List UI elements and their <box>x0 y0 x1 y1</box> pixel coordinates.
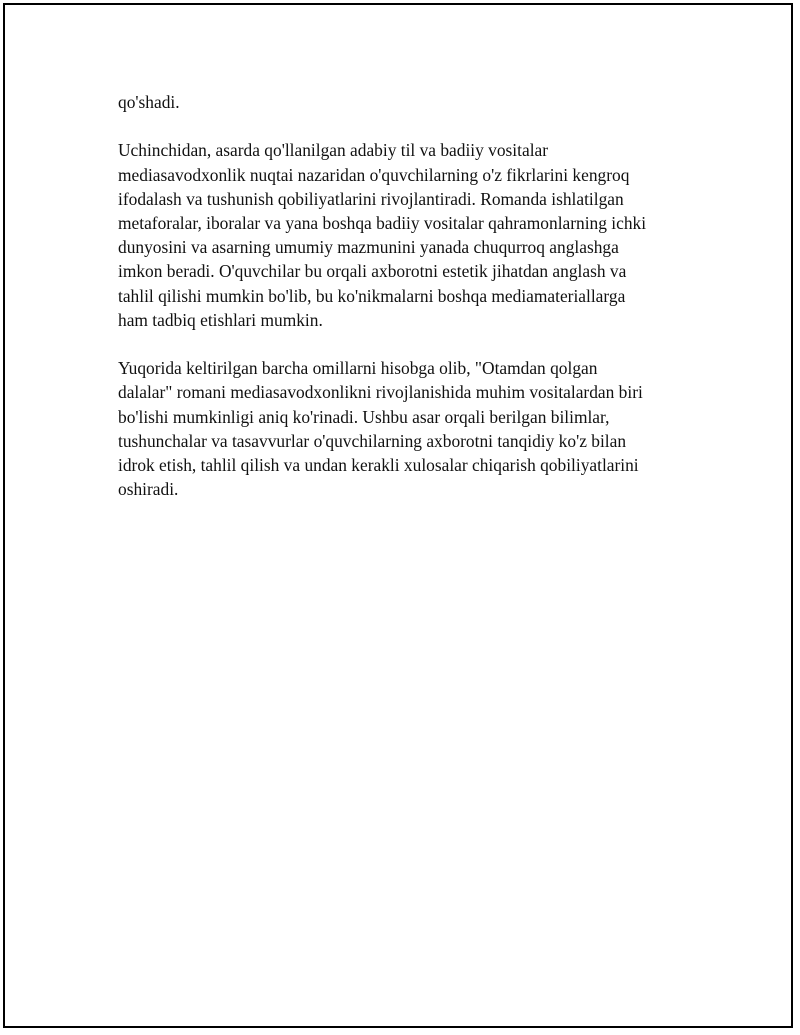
paragraph-conclusion <box>118 356 693 501</box>
text-line: idrok etish, tahlil qilish va undan kerakli xulosalar chiqarish qobiliyatlarini <box>118 455 639 476</box>
paragraph-continuation <box>118 90 693 114</box>
text-line: imkon beradi. O'quvchilar bu orqali axborotni estetik jihatdan anglash va <box>118 261 627 282</box>
text-line: Uchinchidan, asarda qo'llanilgan adabiy til va badiiy vositalar <box>118 140 549 161</box>
text-line: bo'lishi mumkinligi aniq ko'rinadi. Ushbu asar orqali berilgan bilimlar, <box>118 406 610 427</box>
text-line: ham tadbiq etishlari mumkin. <box>118 309 323 330</box>
text-line: tushunchalar va tasavvurlar o'quvchilarning axborotni tanqidiy ko'z bilan <box>118 430 627 451</box>
text-line: dunyosini va asarning umumiy mazmunini yanada chuqurroq anglashga <box>118 237 619 258</box>
text-line: metaforalar, iboralar va yana boshqa badiiy vositalar qahramonlarning ichki <box>118 213 647 233</box>
text-line: oshiradi. <box>118 479 179 500</box>
paragraph-uchinchidan <box>118 138 693 332</box>
document-body <box>118 90 693 526</box>
text-line: mediasavodxonlik nuqtai nazaridan o'quvchilarning o'z fikrlarini kengroq <box>118 164 630 185</box>
text-line: qo'shadi. <box>118 92 180 112</box>
text-line: dalalar" romani mediasavodxonlikni rivojlanishida muhim vositalardan biri <box>118 382 643 403</box>
text-line: tahlil qilishi mumkin bo'lib, bu ko'nikmalarni boshqa mediamateriallarga <box>118 285 626 306</box>
text-line: ifodalash va tushunish qobiliyatlarini rivojlantiradi. Romanda ishlatilgan <box>118 188 624 209</box>
text-line: Yuqorida keltirilgan barcha omillarni hisobga olib, "Otamdan qolgan <box>118 358 598 379</box>
